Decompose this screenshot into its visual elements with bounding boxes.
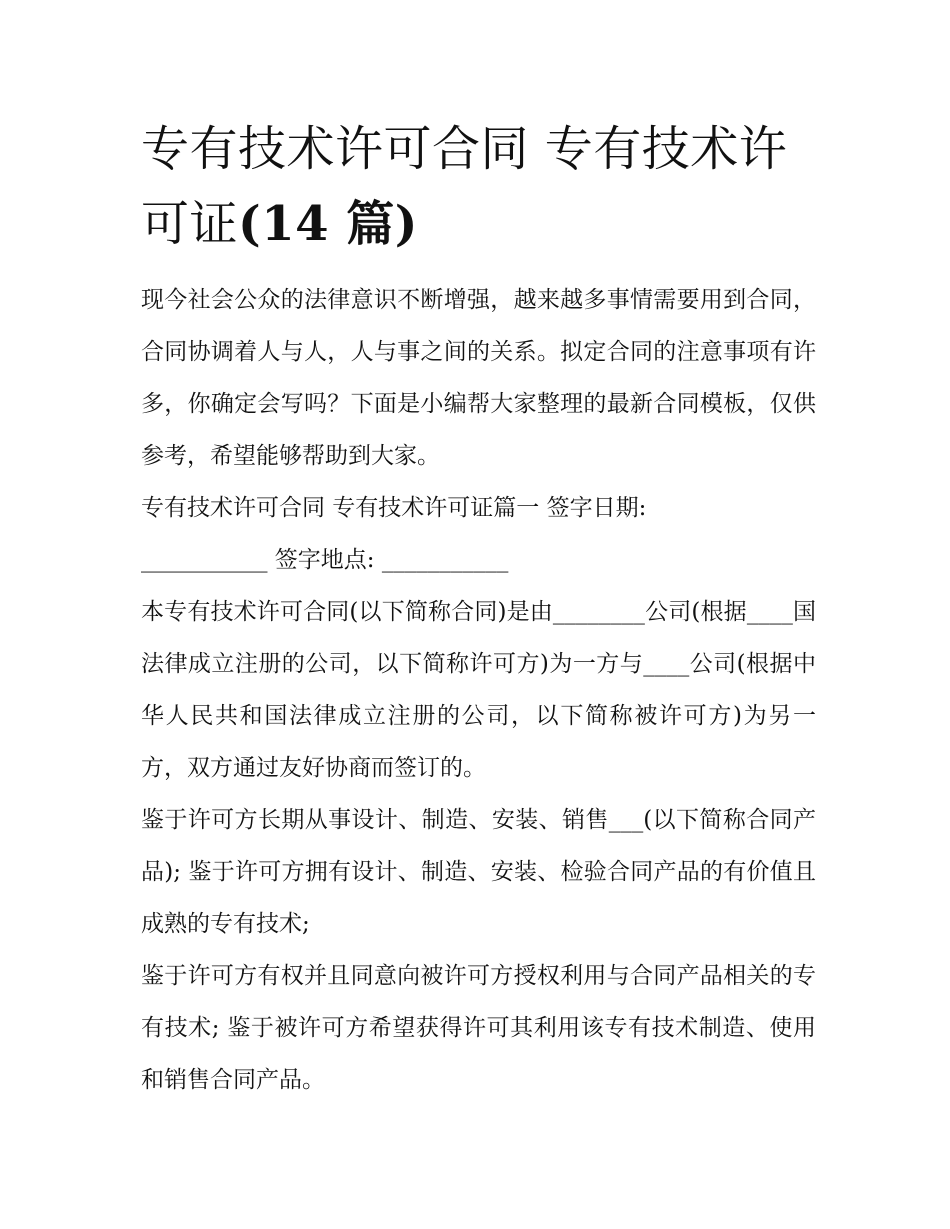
title-main: 专有技术许可合同 专有技术许可证 (141, 121, 788, 252)
recital-paragraph-1: 鉴于许可方长期从事设计、制造、安装、销售___(以下简称合同产品); 鉴于许可方拥有设计、制造、安装、检验合同产品的有价值且成熟的专有技术; (141, 807, 816, 937)
signing-place-line: ___________ 签字地点: ___________ (141, 547, 509, 573)
intro-paragraph: 现今社会公众的法律意识不断增强，越来越多事情需要用到合同，合同协调着人与人，人与事之间的关系。拟定合同的注意事项有许多，你确定会写吗？下面是小编帮大家整理的最新合同模板，仅供参考，希望能够帮助到大家。 (141, 287, 816, 469)
parties-paragraph: 本专有技术许可合同(以下简称合同)是由________公司(根据____国法律成立注册的公司，以下简称许可方)为一方与____公司(根据中华人民共和国法律成立注册的公司，以下简称被许可方)为另一方，双方通过友好协商而签订的。 (141, 599, 816, 781)
recital-paragraph-2: 鉴于许可方有权并且同意向被许可方授权利用与合同产品相关的专有技术; 鉴于被许可方希望获得许可其利用该专有技术制造、使用和销售合同产品。 (141, 963, 816, 1093)
title-suffix: (14 篇) (238, 196, 418, 252)
document-title (141, 112, 816, 262)
section-heading-line: 专有技术许可合同 专有技术许可证篇一 签字日期: (141, 495, 647, 521)
document-page (141, 112, 816, 1106)
